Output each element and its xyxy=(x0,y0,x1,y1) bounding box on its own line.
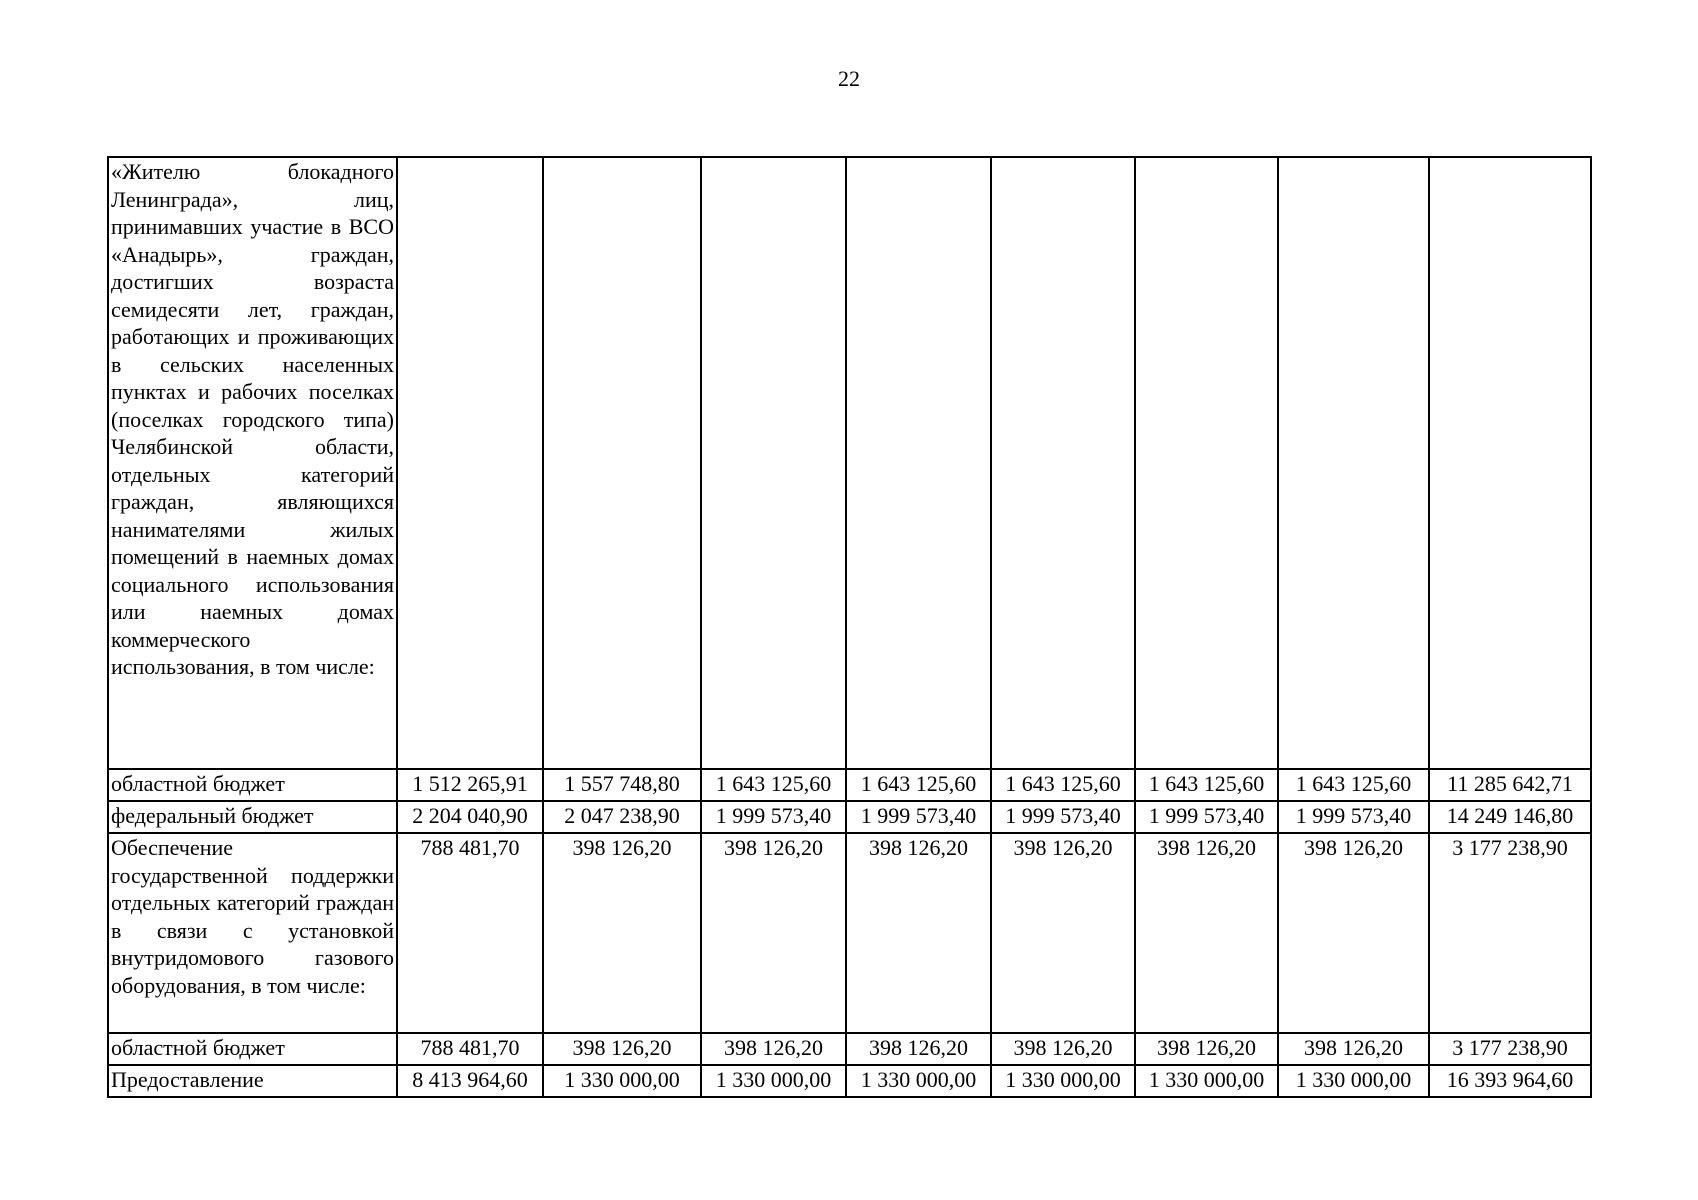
value-cell: 1 643 125,60 xyxy=(1135,769,1278,801)
value-cell: 16 393 964,60 xyxy=(1429,1065,1591,1097)
value-cell: 398 126,20 xyxy=(1278,1033,1429,1065)
page-number: 22 xyxy=(838,66,860,91)
value-cell: 1 999 573,40 xyxy=(846,801,991,833)
value-cell: 398 126,20 xyxy=(701,1033,846,1065)
table-row xyxy=(108,801,1591,833)
value-cell: 1 999 573,40 xyxy=(701,801,846,833)
value-cell: 398 126,20 xyxy=(1135,833,1278,1033)
value-cell: 398 126,20 xyxy=(701,833,846,1033)
value-cell: 1 643 125,60 xyxy=(1278,769,1429,801)
value-cell: 1 999 573,40 xyxy=(991,801,1135,833)
value-cell xyxy=(846,157,991,769)
row-label: «Жителю блокадного Ленинграда», лиц, принимавших участие в ВСО «Анадырь», граждан, достигших возраста семидесяти лет, граждан, работающих и проживающих в сельских населенных пунктах и рабочих поселках (поселках городского типа) Челябинской области, отдельных категорий граждан, являющихся нанимателями жилых помещений в наемных домах социального использования или наемных домах коммерческого использования, в том числе: xyxy=(108,157,397,769)
value-cell: 1 643 125,60 xyxy=(701,769,846,801)
value-cell xyxy=(701,157,846,769)
value-cell: 788 481,70 xyxy=(397,833,543,1033)
value-cell: 1 557 748,80 xyxy=(543,769,701,801)
value-cell xyxy=(543,157,701,769)
value-cell xyxy=(991,157,1135,769)
row-label: федеральный бюджет xyxy=(108,801,397,833)
value-cell: 398 126,20 xyxy=(1278,833,1429,1033)
value-cell: 1 512 265,91 xyxy=(397,769,543,801)
table-row xyxy=(108,157,1591,769)
value-cell: 2 047 238,90 xyxy=(543,801,701,833)
value-cell: 11 285 642,71 xyxy=(1429,769,1591,801)
value-cell: 1 330 000,00 xyxy=(1135,1065,1278,1097)
row-label: Обеспечение государственной поддержки отдельных категорий граждан в связи с установкой внутридомового газового оборудования, в том числе: xyxy=(108,833,397,1033)
value-cell: 1 643 125,60 xyxy=(846,769,991,801)
value-cell: 1 330 000,00 xyxy=(701,1065,846,1097)
value-cell xyxy=(1135,157,1278,769)
value-cell: 1 999 573,40 xyxy=(1135,801,1278,833)
value-cell: 1 330 000,00 xyxy=(543,1065,701,1097)
value-cell: 1 999 573,40 xyxy=(1278,801,1429,833)
row-label: областной бюджет xyxy=(108,1033,397,1065)
value-cell: 1 330 000,00 xyxy=(846,1065,991,1097)
value-cell xyxy=(1278,157,1429,769)
value-cell: 398 126,20 xyxy=(991,1033,1135,1065)
table-row xyxy=(108,1065,1591,1097)
value-cell xyxy=(397,157,543,769)
value-cell: 1 643 125,60 xyxy=(991,769,1135,801)
value-cell: 398 126,20 xyxy=(846,1033,991,1065)
value-cell: 788 481,70 xyxy=(397,1033,543,1065)
value-cell: 8 413 964,60 xyxy=(397,1065,543,1097)
table-row xyxy=(108,833,1591,1033)
value-cell: 3 177 238,90 xyxy=(1429,1033,1591,1065)
value-cell: 398 126,20 xyxy=(543,1033,701,1065)
value-cell: 3 177 238,90 xyxy=(1429,833,1591,1033)
value-cell: 398 126,20 xyxy=(543,833,701,1033)
value-cell: 398 126,20 xyxy=(846,833,991,1033)
table-row xyxy=(108,1033,1591,1065)
value-cell: 398 126,20 xyxy=(991,833,1135,1033)
value-cell: 1 330 000,00 xyxy=(1278,1065,1429,1097)
row-label: областной бюджет xyxy=(108,769,397,801)
row-label: Предоставление xyxy=(108,1065,397,1097)
value-cell: 14 249 146,80 xyxy=(1429,801,1591,833)
value-cell: 398 126,20 xyxy=(1135,1033,1278,1065)
value-cell: 1 330 000,00 xyxy=(991,1065,1135,1097)
value-cell: 2 204 040,90 xyxy=(397,801,543,833)
value-cell xyxy=(1429,157,1591,769)
table-row xyxy=(108,769,1591,801)
budget-table xyxy=(107,156,1592,1098)
